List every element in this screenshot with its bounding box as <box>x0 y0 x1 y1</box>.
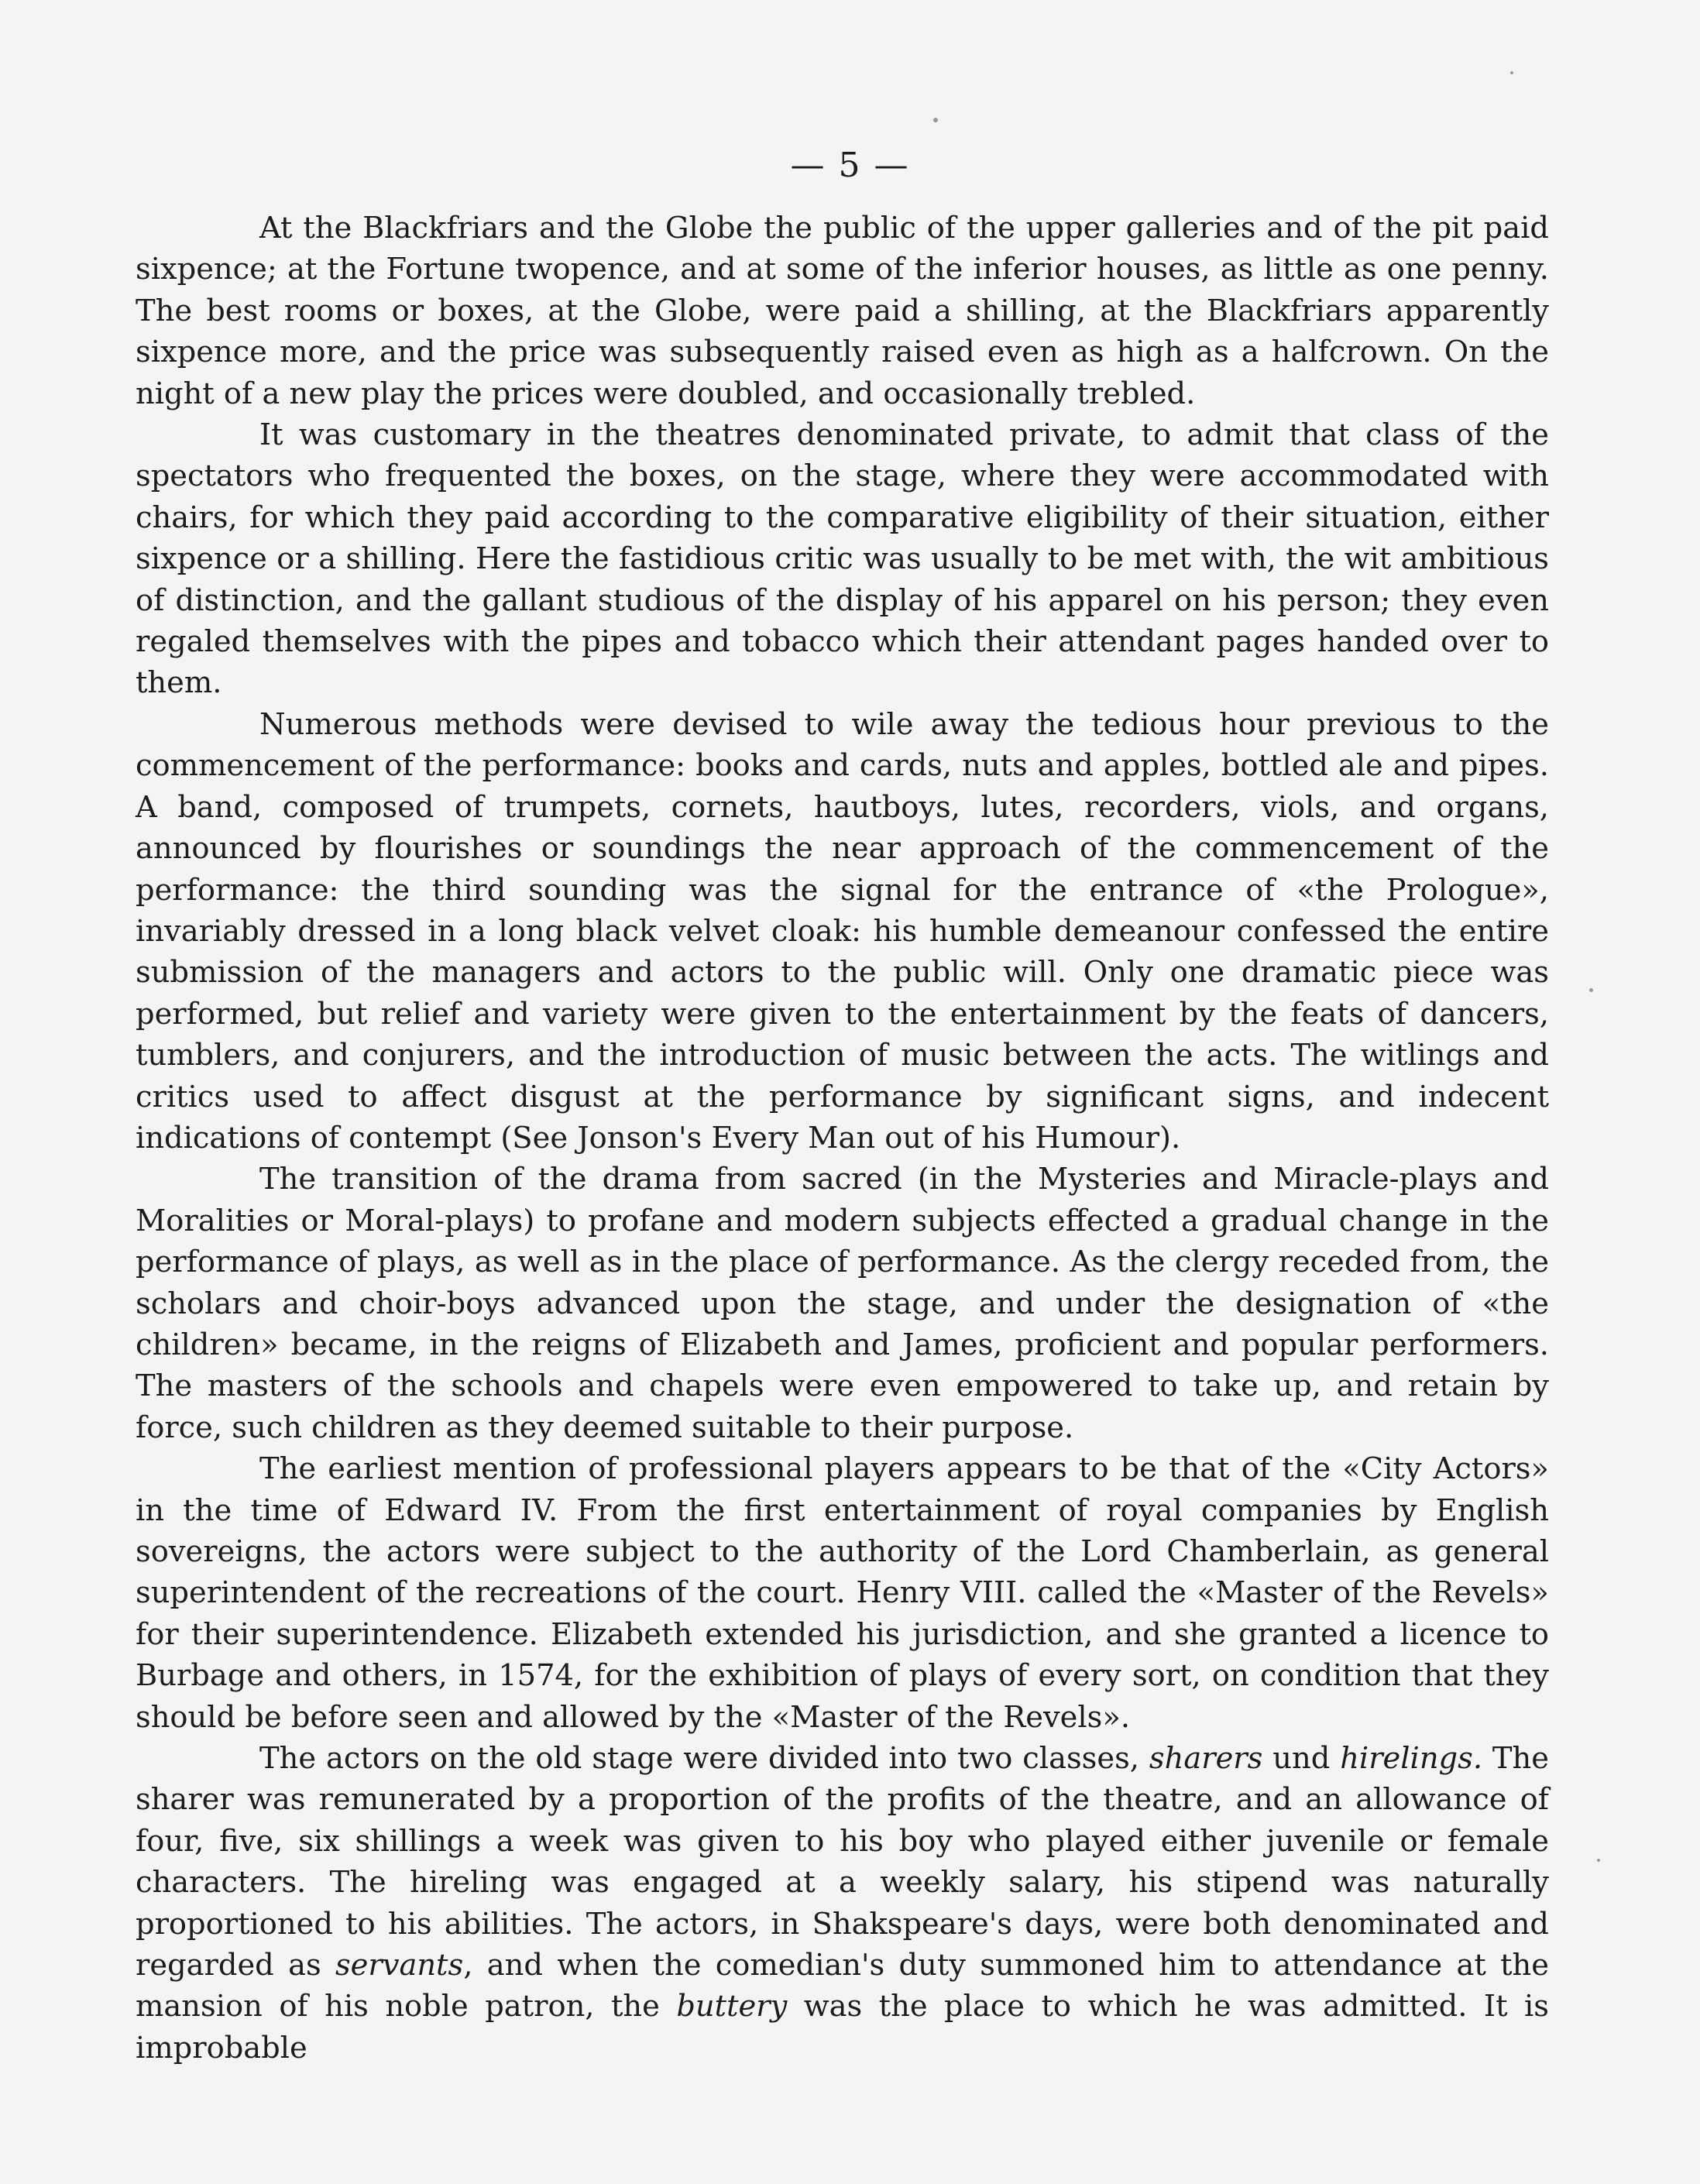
paragraph <box>136 208 1549 414</box>
text-run: was the place to which he was admitted. It is improbable <box>136 1989 1549 2066</box>
text-run: und <box>1262 1741 1341 1777</box>
italic-text: servants <box>335 1948 464 1983</box>
paragraph <box>136 1159 1549 1448</box>
italic-text: hirelings. <box>1340 1741 1483 1777</box>
ink-speck <box>1510 71 1513 74</box>
text-run: The earliest mention of professional players appears to be that of the «City Actors» in the time of Edward IV. From the first entertainment of royal companies by English sovereigns, the actors were subject to the authority of the Lord Chamberlain, as general superintendent of the recreations of the court. Henry VIII. called the «Master of the Revels» for their superintendence. Elizabeth extended his jurisdiction, and she granted a licence to Burbage and others, in 1574, for the exhibition of plays of every sort, on condition that they should be before seen and allowed by the «Master of the Revels». <box>136 1451 1549 1735</box>
text-run: The sharer was remunerated by a proportion of the profits of the theatre, and an allowance of four, five, six shillings a week was given to his boy who played either juvenile or female characters. The hireling was engaged at a weekly salary, his stipend was naturally proportioned to his abilities. The actors, in Shakspeare's days, were both denominated and regarded as <box>136 1741 1549 1983</box>
text-run: , and when the comedian's duty summoned him to attendance at the mansion of his noble patron, the <box>136 1948 1549 2024</box>
text-run: It was customary in the theatres denominated private, to admit that class of the spectators who frequented the boxes, on the stage, where they were accommodated with chairs, for which they paid according to the comparative eligibility of their situation, either sixpence or a shilling. Here the fastidious critic was usually to be met with, the wit ambitious of distinction, and the gallant studious of the display of his apparel on his person; they even regaled themselves with the pipes and tobacco which their attendant pages handed over to them. <box>136 417 1549 701</box>
text-run: The transition of the drama from sacred (in the Mysteries and Miracle-plays and Moralities or Moral-plays) to profane and modern subjects effected a gradual change in the performance of plays, as well as in the place of performance. As the clergy receded from, the scholars and choir-boys advanced upon the stage, and under the designation of «the children» became, in the reigns of Elizabeth and James, proficient and popular performers. The masters of the schools and chapels were even empowered to take up, and retain by force, such children as they deemed suitable to their purpose. <box>136 1162 1549 1445</box>
paragraph <box>136 1448 1549 1738</box>
text-run: Numerous methods were devised to wile away the tedious hour previous to the commencement of the performance: books and cards, nuts and apples, bottled ale and pipes. A band, composed of trumpets, cornets, hautboys, lutes, recorders, viols, and organs, announced by flourishes or soundings the near approach of the commencement of the performance: the third sounding was the signal for the entrance of «the Prologue», invariably dressed in a long black velvet cloak: his humble demeanour confessed the entire submission of the managers and actors to the public will. Only one dramatic piece was performed, but relief and variety were given to the entertainment by the feats of dancers, tumblers, and conjurers, and the introduction of music between the acts. The witlings and critics used to affect disgust at the performance by significant signs, and indecent indications of contempt (See Jonson's Every Man out of his Humour). <box>136 706 1549 1156</box>
italic-text: buttery <box>676 1989 788 2024</box>
ink-speck <box>1597 1859 1600 1862</box>
text-run: The actors on the old stage were divided into two classes, <box>259 1741 1149 1777</box>
text-run: At the Blackfriars and the Globe the public of the upper galleries and of the pit paid sixpence; at the Fortune twopence, and at some of the inferior houses, as little as one penny. The best rooms or boxes, at the Globe, were paid a shilling, at the Blackfriars apparently sixpence more, and the price was subsequently raised even as high as a halfcrown. On the night of a new play the prices were doubled, and occasionally trebled. <box>136 211 1549 411</box>
paragraph <box>136 414 1549 704</box>
ink-speck <box>933 118 938 122</box>
italic-text: sharers <box>1149 1741 1263 1777</box>
paragraph <box>136 704 1549 1159</box>
page-number: — 5 — <box>790 146 910 185</box>
paragraph <box>136 1738 1549 2069</box>
body-text <box>136 208 1549 2069</box>
ink-speck <box>1589 988 1593 992</box>
